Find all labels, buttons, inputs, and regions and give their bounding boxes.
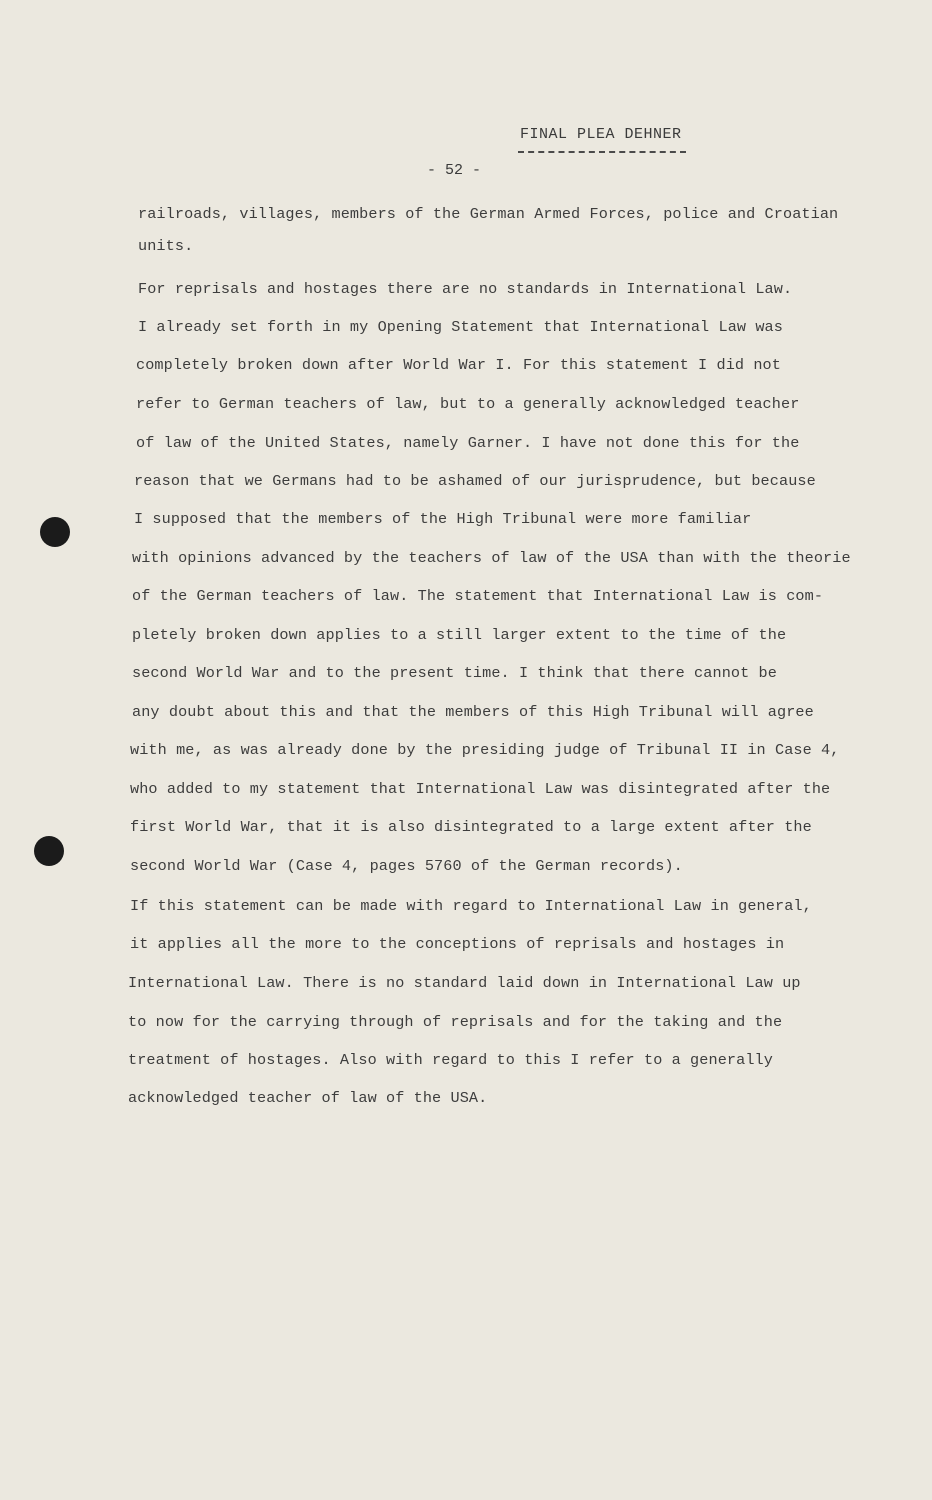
text-line: with me, as was already done by the presiding judge of Tribunal II in Case 4, [130,741,840,759]
text-line: reason that we Germans had to be ashamed of our jurisprudence, but because [134,472,816,490]
text-line: second World War and to the present time. I think that there cannot be [132,664,777,682]
text-line: For reprisals and hostages there are no standards in International Law. [138,280,793,298]
text-line: of law of the United States, namely Garner. I have not done this for the [136,434,800,452]
text-line: it applies all the more to the conceptions of reprisals and hostages in [130,935,785,953]
text-line: second World War (Case 4, pages 5760 of the German records). [130,857,683,875]
page-number: - 52 - [427,162,482,179]
text-line: I already set forth in my Opening Statement that International Law was [138,318,783,336]
text-line: treatment of hostages. Also with regard to this I refer to a generally [128,1051,773,1069]
header-dashed-rule [518,151,686,153]
text-line: with opinions advanced by the teachers of law of the USA than with the theorie [132,549,851,567]
text-line: refer to German teachers of law, but to a generally acknowledged teacher [136,395,800,413]
text-line: If this statement can be made with regard to International Law in general, [130,897,812,915]
text-line: railroads, villages, members of the German Armed Forces, police and Croatian [138,205,839,223]
punch-hole-bottom [34,836,64,866]
punch-hole-top [40,517,70,547]
text-line: of the German teachers of law. The statement that International Law is com- [132,587,824,605]
document-header-title: FINAL PLEA DEHNER [520,126,682,143]
text-line: units. [138,237,194,255]
text-line: pletely broken down applies to a still larger extent to the time of the [132,626,787,644]
text-line: who added to my statement that International Law was disintegrated after the [130,780,831,798]
text-line: completely broken down after World War I. For this statement I did not [136,356,781,374]
text-line: any doubt about this and that the members of this High Tribunal will agree [132,703,814,721]
text-line: acknowledged teacher of law of the USA. [128,1089,488,1107]
text-line: to now for the carrying through of reprisals and for the taking and the [128,1013,783,1031]
text-line: I supposed that the members of the High Tribunal were more familiar [134,510,752,528]
text-line: International Law. There is no standard laid down in International Law up [128,974,801,992]
text-line: first World War, that it is also disintegrated to a large extent after the [130,818,812,836]
